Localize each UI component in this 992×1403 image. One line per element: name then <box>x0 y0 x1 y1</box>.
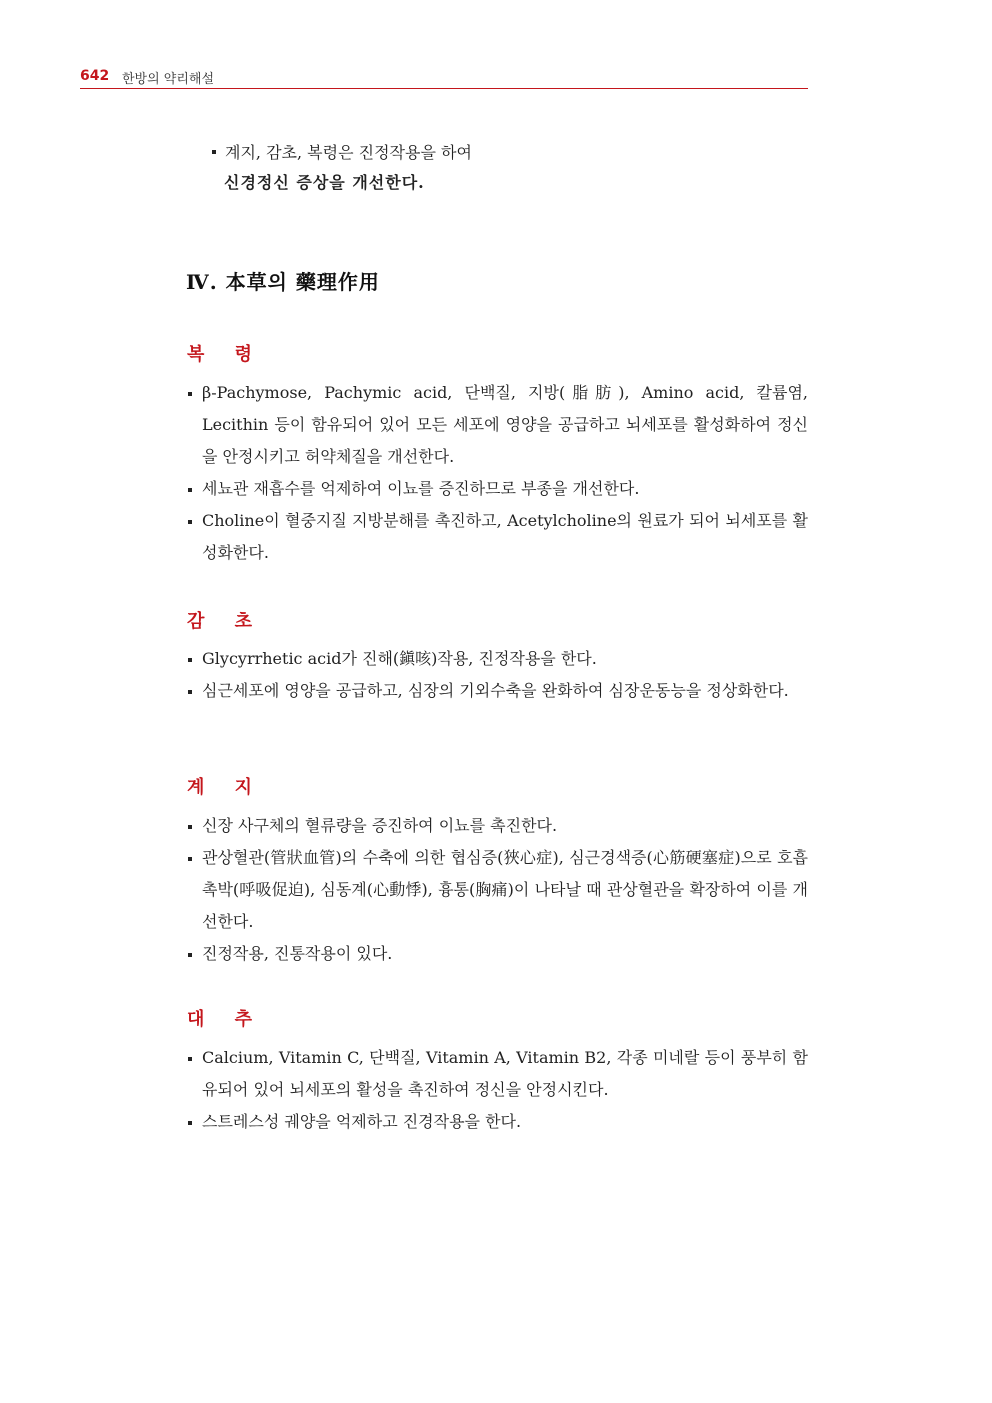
list-item: Glycyrrhetic acid가 진해(鎭咳)작용, 진정작용을 한다. <box>188 643 808 675</box>
list-item: 세뇨관 재흡수를 억제하여 이뇨를 증진하므로 부종을 개선한다. <box>188 473 808 505</box>
list-item: 신장 사구체의 혈류량을 증진하여 이뇨를 촉진한다. <box>188 810 808 842</box>
list-item: 심근세포에 영양을 공급하고, 심장의 기외수축을 완화하여 심장운동능을 정상화한다. <box>188 675 808 707</box>
list-item: 진정작용, 진통작용이 있다. <box>188 938 808 970</box>
intro-line-2: 신경정신 증상을 개선한다. <box>224 173 425 192</box>
list-item: 관상혈관(管狀血管)의 수축에 의한 협심증(狹心症), 심근경색증(心筋硬塞症)으로 호흡촉박(呼吸促迫), 심동계(心動悸), 흉통(胸痛)이 나타날 때 관상혈관을 확장하여 이를 개선한다. <box>188 842 808 938</box>
list-item: 스트레스성 궤양을 억제하고 진경작용을 한다. <box>188 1106 808 1138</box>
bullet-square-icon <box>188 520 192 524</box>
bullet-square-icon <box>188 857 192 861</box>
bullet-square-icon <box>188 1121 192 1125</box>
page-number: 642 <box>80 68 110 84</box>
intro-line-1: 계지, 감초, 복령은 진정작용을 하여 <box>212 138 472 168</box>
section-items <box>188 377 808 569</box>
intro-note <box>212 138 472 198</box>
bullet-square-icon <box>188 825 192 829</box>
section-items <box>188 810 808 970</box>
bullet-square-icon <box>188 392 192 396</box>
bullet-square-icon <box>212 150 216 154</box>
list-item: Calcium, Vitamin C, 단백질, Vitamin A, Vitamin B2, 각종 미네랄 등이 풍부히 함유되어 있어 뇌세포의 활성을 촉진하여 정신을 안정시킨다. <box>188 1042 808 1106</box>
list-item: β-Pachymose, Pachymic acid, 단백질, 지방(脂肪), Amino acid, 칼륨염, Lecithin 등이 함유되어 있어 모든 세포에 영양을 공급하고 뇌세포를 활성화하여 정신을 안정시키고 허약체질을 개선한다. <box>188 377 808 473</box>
page-header <box>80 66 808 89</box>
list-item: Choline이 혈중지질 지방분해를 촉진하고, Acetylcholine의 원료가 되어 뇌세포를 활성화한다. <box>188 505 808 569</box>
chapter-title: Ⅳ. 本草의 藥理作用 <box>186 270 380 294</box>
section-items <box>188 1042 808 1138</box>
section-heading: 복 령 <box>187 344 265 365</box>
bullet-square-icon <box>188 690 192 694</box>
running-title: 한방의 약리해설 <box>122 72 215 87</box>
bullet-square-icon <box>188 1057 192 1061</box>
bullet-square-icon <box>188 658 192 662</box>
bullet-square-icon <box>188 488 192 492</box>
section-items <box>188 643 808 707</box>
section-heading: 계 지 <box>187 777 265 798</box>
section-heading: 대 추 <box>187 1009 265 1030</box>
section-heading: 감 초 <box>187 611 265 632</box>
bullet-square-icon <box>188 953 192 957</box>
